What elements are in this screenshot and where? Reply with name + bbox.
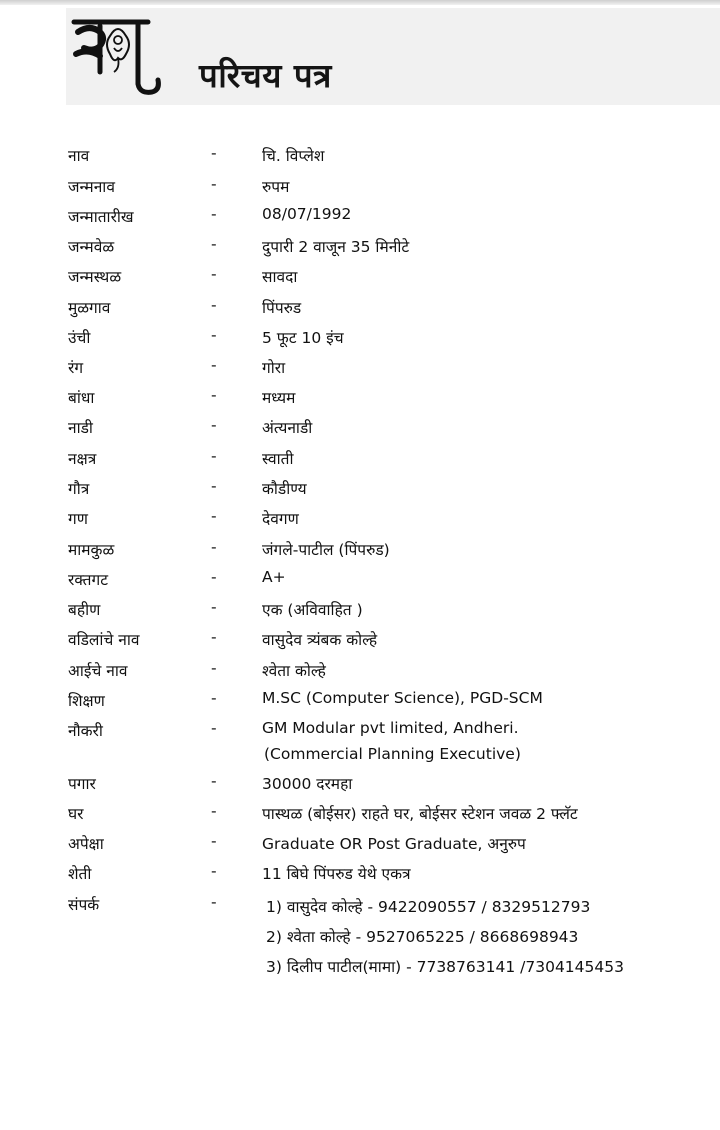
detail-value-line2: (Commercial Planning Executive): [264, 745, 521, 763]
detail-row: [0, 798, 720, 828]
detail-separator: -: [211, 296, 217, 314]
detail-row: [0, 858, 720, 888]
detail-row: [0, 261, 720, 291]
detail-separator: -: [211, 265, 217, 283]
detail-row: [0, 382, 720, 412]
detail-label: उंची: [68, 329, 91, 347]
detail-row: [0, 564, 720, 594]
detail-label: नौकरी: [68, 722, 103, 740]
detail-separator: -: [211, 862, 217, 880]
detail-row: [0, 171, 720, 201]
detail-row: [0, 322, 720, 352]
contact-item: 2) श्वेता कोल्हे - 9527065225 / 8668698943: [266, 928, 579, 946]
detail-separator: -: [211, 356, 217, 374]
detail-value: Graduate OR Post Graduate, अनुरुप: [262, 835, 526, 853]
detail-row: [0, 292, 720, 322]
detail-separator: -: [211, 689, 217, 707]
detail-value: रुपम: [262, 178, 290, 196]
detail-separator: -: [211, 477, 217, 495]
detail-row: [0, 443, 720, 473]
detail-value: वासुदेव त्र्यंबक कोल्हे: [262, 631, 378, 649]
detail-label: रक्तगट: [68, 571, 109, 589]
detail-separator: -: [211, 772, 217, 790]
detail-value: A+: [262, 568, 286, 586]
detail-value: स्वाती: [262, 450, 294, 468]
detail-label: मामकुळ: [68, 541, 115, 559]
shree-ganesh-logo: [70, 14, 162, 98]
detail-row: [0, 534, 720, 564]
contact-item: 1) वासुदेव कोल्हे - 9422090557 / 8329512793: [266, 898, 591, 916]
detail-label: आईचे नाव: [68, 662, 128, 680]
detail-row: [0, 352, 720, 382]
detail-value: 08/07/1992: [262, 205, 352, 223]
detail-separator: -: [211, 144, 217, 162]
detail-row: [0, 624, 720, 654]
detail-value: 30000 दरमहा: [262, 775, 353, 793]
detail-separator: -: [211, 598, 217, 616]
detail-value: पिंपरुड: [262, 299, 302, 317]
detail-row: [0, 140, 720, 170]
detail-row: [0, 201, 720, 231]
detail-separator: -: [211, 832, 217, 850]
detail-separator: -: [211, 416, 217, 434]
detail-label: शिक्षण: [68, 692, 105, 710]
detail-separator: -: [211, 507, 217, 525]
detail-label: शेती: [68, 865, 92, 883]
detail-value: जंगले-पाटील (पिंपरुड): [262, 541, 390, 559]
detail-separator: -: [211, 659, 217, 677]
detail-value: 5 फूट 10 इंच: [262, 329, 344, 347]
detail-separator: -: [211, 893, 217, 911]
detail-row: [0, 594, 720, 624]
detail-separator: -: [211, 538, 217, 556]
header-banner: [66, 8, 720, 105]
detail-separator: -: [211, 235, 217, 253]
detail-value: GM Modular pvt limited, Andheri.: [262, 719, 519, 737]
top-edge: [0, 0, 720, 5]
detail-label: गण: [68, 510, 88, 528]
detail-separator: -: [211, 175, 217, 193]
page-title: परिचय पत्र: [199, 56, 332, 95]
detail-row: [0, 412, 720, 442]
detail-label: बांधा: [68, 389, 95, 407]
detail-separator: -: [211, 386, 217, 404]
detail-label: मुळगाव: [68, 299, 111, 317]
detail-separator: -: [211, 719, 217, 737]
detail-row: [0, 768, 720, 798]
detail-separator: -: [211, 628, 217, 646]
detail-label: अपेक्षा: [68, 835, 104, 853]
detail-value: मध्यम: [262, 389, 296, 407]
detail-row: [0, 828, 720, 858]
detail-label: नाडी: [68, 419, 93, 437]
detail-value: M.SC (Computer Science), PGD-SCM: [262, 689, 543, 707]
detail-separator: -: [211, 205, 217, 223]
detail-separator: -: [211, 447, 217, 465]
detail-label: रंग: [68, 359, 84, 377]
detail-label: संपर्क: [68, 896, 100, 914]
detail-row: [0, 231, 720, 261]
detail-value: एक (अविवाहित ): [262, 601, 363, 619]
detail-value: अंत्यनाडी: [262, 419, 313, 437]
detail-value: सावदा: [262, 268, 298, 286]
detail-value: श्वेता कोल्हे: [262, 662, 326, 680]
detail-label: घर: [68, 805, 84, 823]
detail-label: जन्मवेळ: [68, 238, 115, 256]
detail-label: बहीण: [68, 601, 101, 619]
detail-label: गौत्र: [68, 480, 90, 498]
detail-value: देवगण: [262, 510, 299, 528]
detail-row: [0, 503, 720, 533]
detail-label: पगार: [68, 775, 96, 793]
detail-separator: -: [211, 802, 217, 820]
detail-label: नक्षत्र: [68, 450, 97, 468]
detail-value: गोरा: [262, 359, 286, 377]
detail-value: दुपारी 2 वाजून 35 मिनीटे: [262, 238, 410, 256]
detail-separator: -: [211, 326, 217, 344]
detail-label: नाव: [68, 147, 90, 165]
detail-value: पास्थळ (बोईसर) राहते घर, बोईसर स्टेशन जवळ 2 फ्लॅट: [262, 805, 578, 823]
detail-row: [0, 685, 720, 715]
detail-value: कौडीण्य: [262, 480, 307, 498]
detail-label: वडिलांचे नाव: [68, 631, 140, 649]
detail-row: [0, 473, 720, 503]
detail-separator: -: [211, 568, 217, 586]
detail-value: 11 बिघे पिंपरुड येथे एकत्र: [262, 865, 411, 883]
contact-item: 3) दिलीप पाटील(मामा) - 7738763141 /7304145453: [266, 958, 624, 976]
detail-label: जन्मनाव: [68, 178, 115, 196]
detail-label: जन्मस्थळ: [68, 268, 122, 286]
detail-row: [0, 715, 720, 763]
detail-label: जन्मातारीख: [68, 208, 134, 226]
detail-row: [0, 655, 720, 685]
detail-value: चि. विप्लेश: [262, 147, 325, 165]
